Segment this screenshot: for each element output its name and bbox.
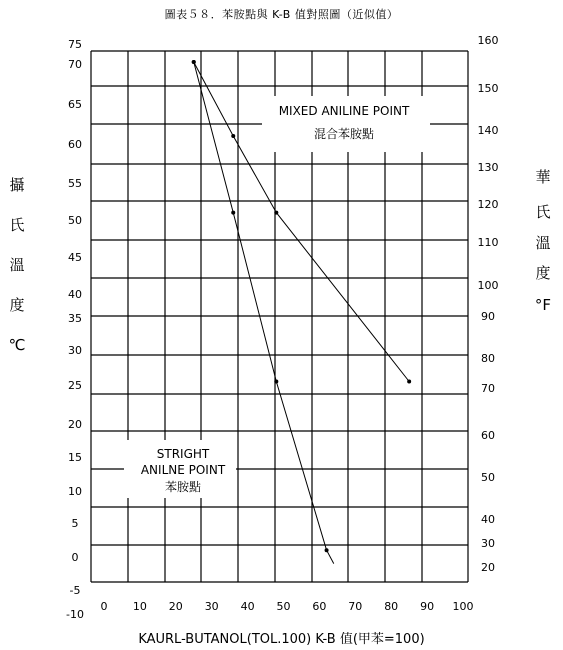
y-axis-left-char: 度 (9, 296, 25, 314)
y-tick-label-left: 40 (68, 288, 82, 301)
x-axis-label: KAURL-BUTANOL(TOL.100) K-B 值(甲苯=100) (138, 632, 425, 647)
y-tick-label-right: 110 (477, 236, 499, 249)
y-tick-label-right: 40 (481, 513, 495, 526)
x-tick-label: 70 (348, 600, 363, 613)
y-axis-right-char: 溫 (535, 234, 551, 252)
y-tick-label-right: 90 (481, 310, 495, 323)
data-point (407, 380, 411, 384)
y-tick-label-right: 30 (481, 537, 495, 550)
straight-aniline-label-zh: 苯胺點 (164, 480, 202, 494)
data-point (274, 380, 278, 384)
y-tick-label-right: 80 (481, 352, 495, 365)
y-axis-left-char: ℃ (8, 336, 26, 354)
x-tick-label: 100 (452, 600, 474, 613)
straight-aniline-label-en-1: STRIGHT (156, 447, 210, 461)
y-tick-label-left: 20 (68, 418, 82, 431)
y-tick-label-left: 15 (68, 451, 82, 464)
y-tick-label-left: 25 (68, 379, 82, 392)
y-axis-left-char: 氏 (9, 216, 25, 234)
y-axis-right-char: 度 (535, 264, 551, 282)
y-axis-right-char: 氏 (535, 203, 551, 221)
x-tick-label: 60 (312, 600, 327, 613)
y-tick-label-left: 45 (68, 251, 82, 264)
y-tick-label-left: 60 (68, 138, 82, 151)
data-point (192, 60, 196, 64)
y-tick-label-left: 35 (68, 312, 82, 325)
y-axis-right-char: 華 (535, 168, 551, 186)
y-tick-label-left: 55 (68, 177, 82, 190)
chart-title: 圖表５８．苯胺點與 K-B 值對照圖（近似值） (164, 8, 399, 21)
y-tick-label-right: 100 (477, 279, 499, 292)
y-tick-label-left: 65 (68, 98, 82, 111)
x-tick-label: 20 (168, 600, 183, 613)
y-axis-left-char: 攝 (9, 176, 25, 194)
y-tick-label-right: 20 (481, 561, 495, 574)
y-tick-label-right: 60 (481, 429, 495, 442)
y-axis-right-char: °F (534, 296, 552, 314)
x-tick-label: 80 (384, 600, 399, 613)
y-tick-label-right: 120 (477, 198, 499, 211)
data-point (231, 211, 235, 215)
y-tick-label-right: 70 (481, 382, 495, 395)
mixed-aniline-label-en: MIXED ANILINE POINT (278, 104, 410, 118)
x-tick-label: 40 (240, 600, 255, 613)
data-point (274, 211, 278, 215)
y-tick-label-left: 50 (68, 214, 82, 227)
y-tick-label-left: 30 (68, 344, 82, 357)
y-tick-label-right: 130 (477, 161, 499, 174)
x-tick-label: 10 (132, 600, 147, 613)
y-tick-label-right: 150 (477, 82, 499, 95)
data-point (325, 548, 329, 552)
y-tick-label-left: -5 (69, 584, 81, 597)
straight-aniline-label-en-2: ANILNE POINT (140, 463, 226, 477)
y-tick-label-left: 10 (68, 485, 82, 498)
y-tick-label-left: 0 (71, 551, 79, 564)
y-tick-label-right: 160 (477, 34, 499, 47)
y-tick-label-left: -10 (66, 608, 84, 621)
mixed-aniline-label-zh: 混合苯胺點 (313, 127, 375, 141)
x-tick-label: 30 (204, 600, 219, 613)
y-tick-label-left: 70 (68, 58, 82, 71)
data-point (231, 134, 235, 138)
x-tick-label: 90 (420, 600, 435, 613)
y-tick-label-left: 75 (68, 38, 82, 51)
x-tick-label: 50 (276, 600, 291, 613)
x-tick-label: 0 (100, 600, 108, 613)
y-tick-label-right: 50 (481, 471, 495, 484)
y-tick-label-left: 5 (71, 517, 79, 530)
y-tick-label-right: 140 (477, 124, 499, 137)
y-axis-left-char: 溫 (9, 256, 25, 274)
